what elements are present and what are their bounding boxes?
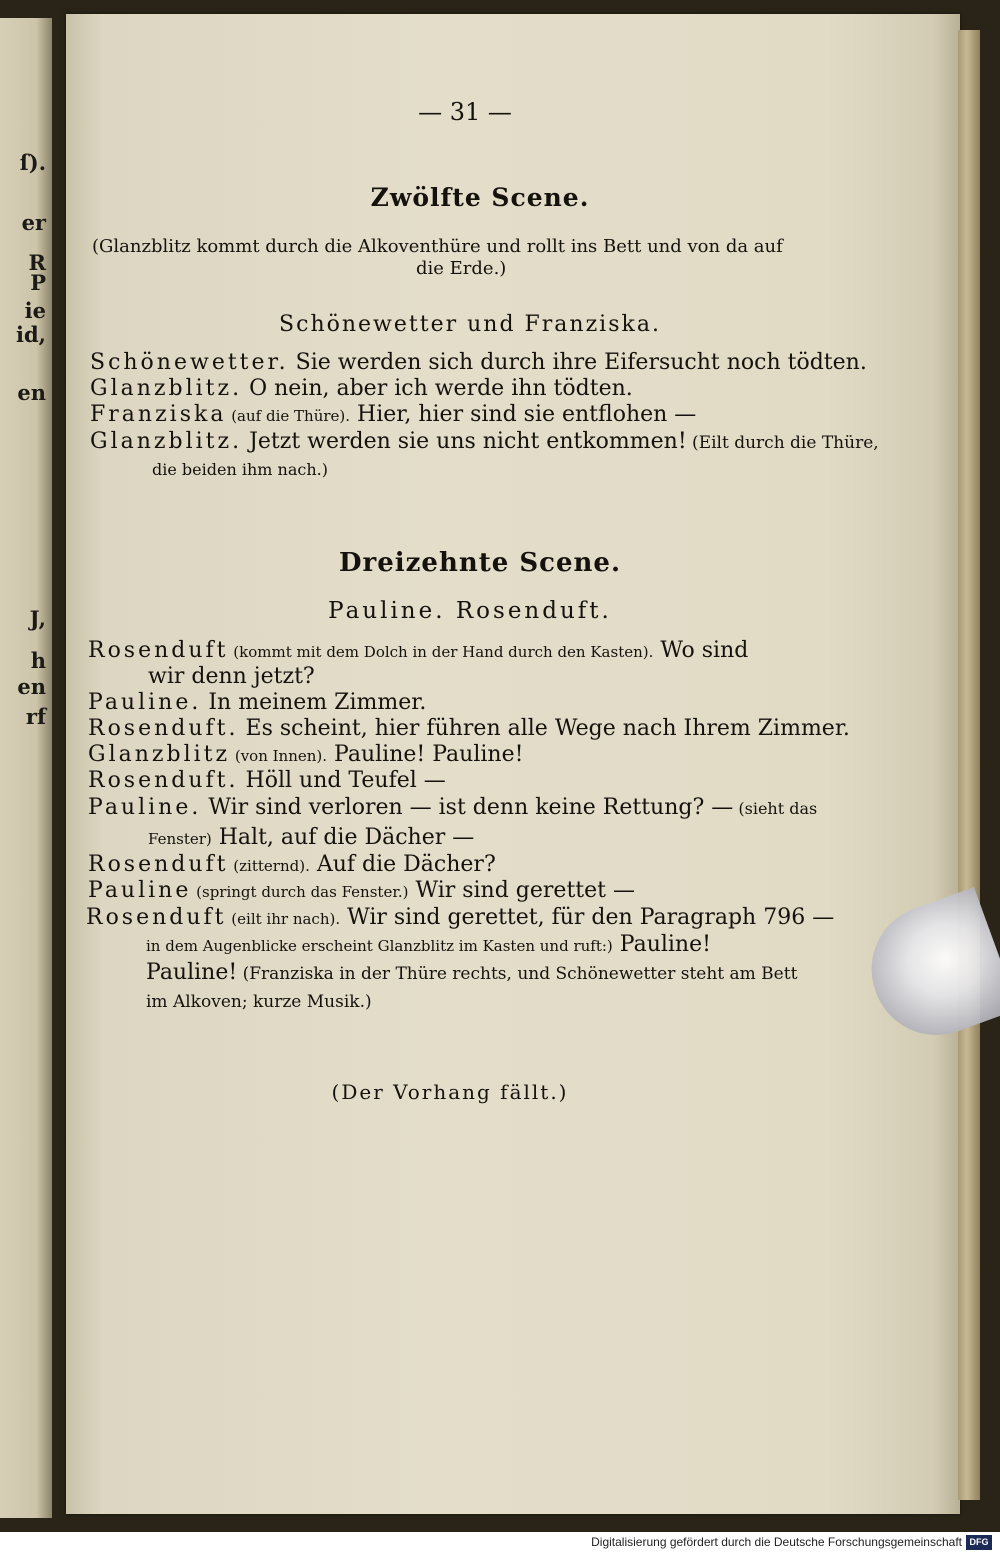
page-number: — 31 — [418,98,512,126]
speaker-name: Pauline. [88,795,202,820]
dialogue-text: Jetzt werden sie uns nicht entkommen! [242,429,687,454]
scene-12-direction-cont: die Erde.) [416,258,507,279]
prev-page-fragment: en [17,380,46,405]
prev-page-fragment: ie [24,298,46,323]
prev-page-fragment: rf [25,704,46,729]
dialogue-text: wir denn jetzt? [148,664,315,689]
dialogue-line [90,429,879,454]
dialogue-text: Wo sind [653,638,749,663]
dialogue-text: Wir sind verloren — ist denn keine Rettung? — [201,795,734,820]
dialogue-text: Halt, auf die Dächer — [211,825,475,850]
speaker-name: Glanzblitz. [90,376,243,401]
dialogue-line [90,350,867,375]
stage-direction: (sieht das [733,799,818,818]
prev-page-fragment: R [28,250,46,275]
dialogue-line [148,664,315,689]
dialogue-text: Wir sind gerettet — [408,878,635,903]
prev-page-fragment: ſ). [19,150,46,175]
dialogue-line [88,716,850,741]
stage-direction: im Alkoven; kurze Musik.) [146,992,372,1012]
dialogue-line [88,852,496,877]
stage-direction: (auf die Thüre). [226,407,351,425]
stage-direction: (kommt mit dem Dolch in der Hand durch den Kasten). [228,643,654,661]
dialogue-line [90,376,633,401]
dialogue-text: Wir sind gerettet, für den Paragraph 796 — [340,905,835,930]
stage-direction: (zitternd). [228,857,310,875]
footer-credit: Digitalisierung gefördert durch die Deutsche Forschungsgemeinschaft [591,1535,962,1549]
dialogue-text: Pauline! Pauline! [327,742,524,767]
speaker-name: Rosenduft. [88,716,239,741]
dialogue-text: Pauline! [612,932,711,957]
speaker-name: Pauline [88,878,192,903]
dialogue-line [88,742,523,767]
scene-12-cast: Schönewetter und Franziska. [279,312,661,337]
dialogue-line [146,932,711,957]
dialogue-line [146,988,372,1013]
stage-direction: (von Innen). [230,747,328,765]
footer-bar [0,1532,1000,1554]
dialogue-text: Auf die Dächer? [309,852,496,877]
stage-direction: (eilt ihr nach). [226,910,341,928]
prev-page-fragment: P [30,270,46,295]
speaker-name: Schönewetter. [90,350,289,375]
dialogue-text: Höll und Teufel — [238,768,446,793]
dialogue-line [88,795,817,820]
speaker-name: Franziska [90,402,227,427]
stage-direction: in dem Augenblicke erscheint Glanzblitz im Kasten und ruft:) [146,937,613,955]
dialogue-text: In meinem Zimmer. [201,690,427,715]
prev-page-fragment: en [17,674,46,699]
prev-page-fragment: h [30,648,46,673]
speaker-name: Glanzblitz [88,742,231,767]
speaker-name: Pauline. [88,690,202,715]
speaker-name: Rosenduft [88,638,229,663]
stage-direction: (Franziska in der Thüre rechts, und Schönewetter steht am Bett [237,964,798,984]
stage-direction-cont: die beiden ihm nach.) [152,460,328,479]
curtain-line: (Der Vorhang fällt.) [331,1080,569,1104]
scene-12-direction: (Glanzblitz kommt durch die Alkoventhüre und rollt ins Bett und von da auf [92,236,783,257]
speaker-name: Rosenduft [88,852,229,877]
prev-page-fragment: id, [16,322,46,347]
stage-direction: Fenster) [148,830,212,848]
dialogue-text: O nein, aber ich werde ihn tödten. [242,376,633,401]
dialogue-line [86,905,834,930]
dialogue-line [88,690,426,715]
speaker-name: Rosenduft. [88,768,239,793]
stage-direction: (Eilt durch die Thüre, [686,433,879,453]
scene-13-cast: Pauline. Rosenduft. [328,598,612,624]
prev-page-fragment: J, [29,606,46,631]
scene-12-title: Zwölfte Scene. [370,183,590,212]
dialogue-text: Es scheint, hier führen alle Wege nach Ihrem Zimmer. [238,716,850,741]
dialogue-line [88,878,635,903]
scene-13-title: Dreizehnte Scene. [338,548,622,578]
stage-direction: (springt durch das Fenster.) [191,883,409,901]
dialogue-text: Sie werden sich durch ihre Eifersucht noch tödten. [288,350,867,375]
dialogue-line [88,638,748,663]
dialogue-line [88,768,446,793]
dialogue-line [90,402,696,427]
dialogue-line [148,825,474,850]
speaker-name: Glanzblitz. [90,429,243,454]
speaker-name: Rosenduft [86,905,227,930]
dialogue-text: Hier, hier sind sie entflohen — [350,402,697,427]
dfg-logo: DFG [966,1535,992,1550]
prev-page-fragment: er [21,210,46,235]
dialogue-line [146,960,797,985]
dialogue-text: Pauline! [146,960,238,985]
